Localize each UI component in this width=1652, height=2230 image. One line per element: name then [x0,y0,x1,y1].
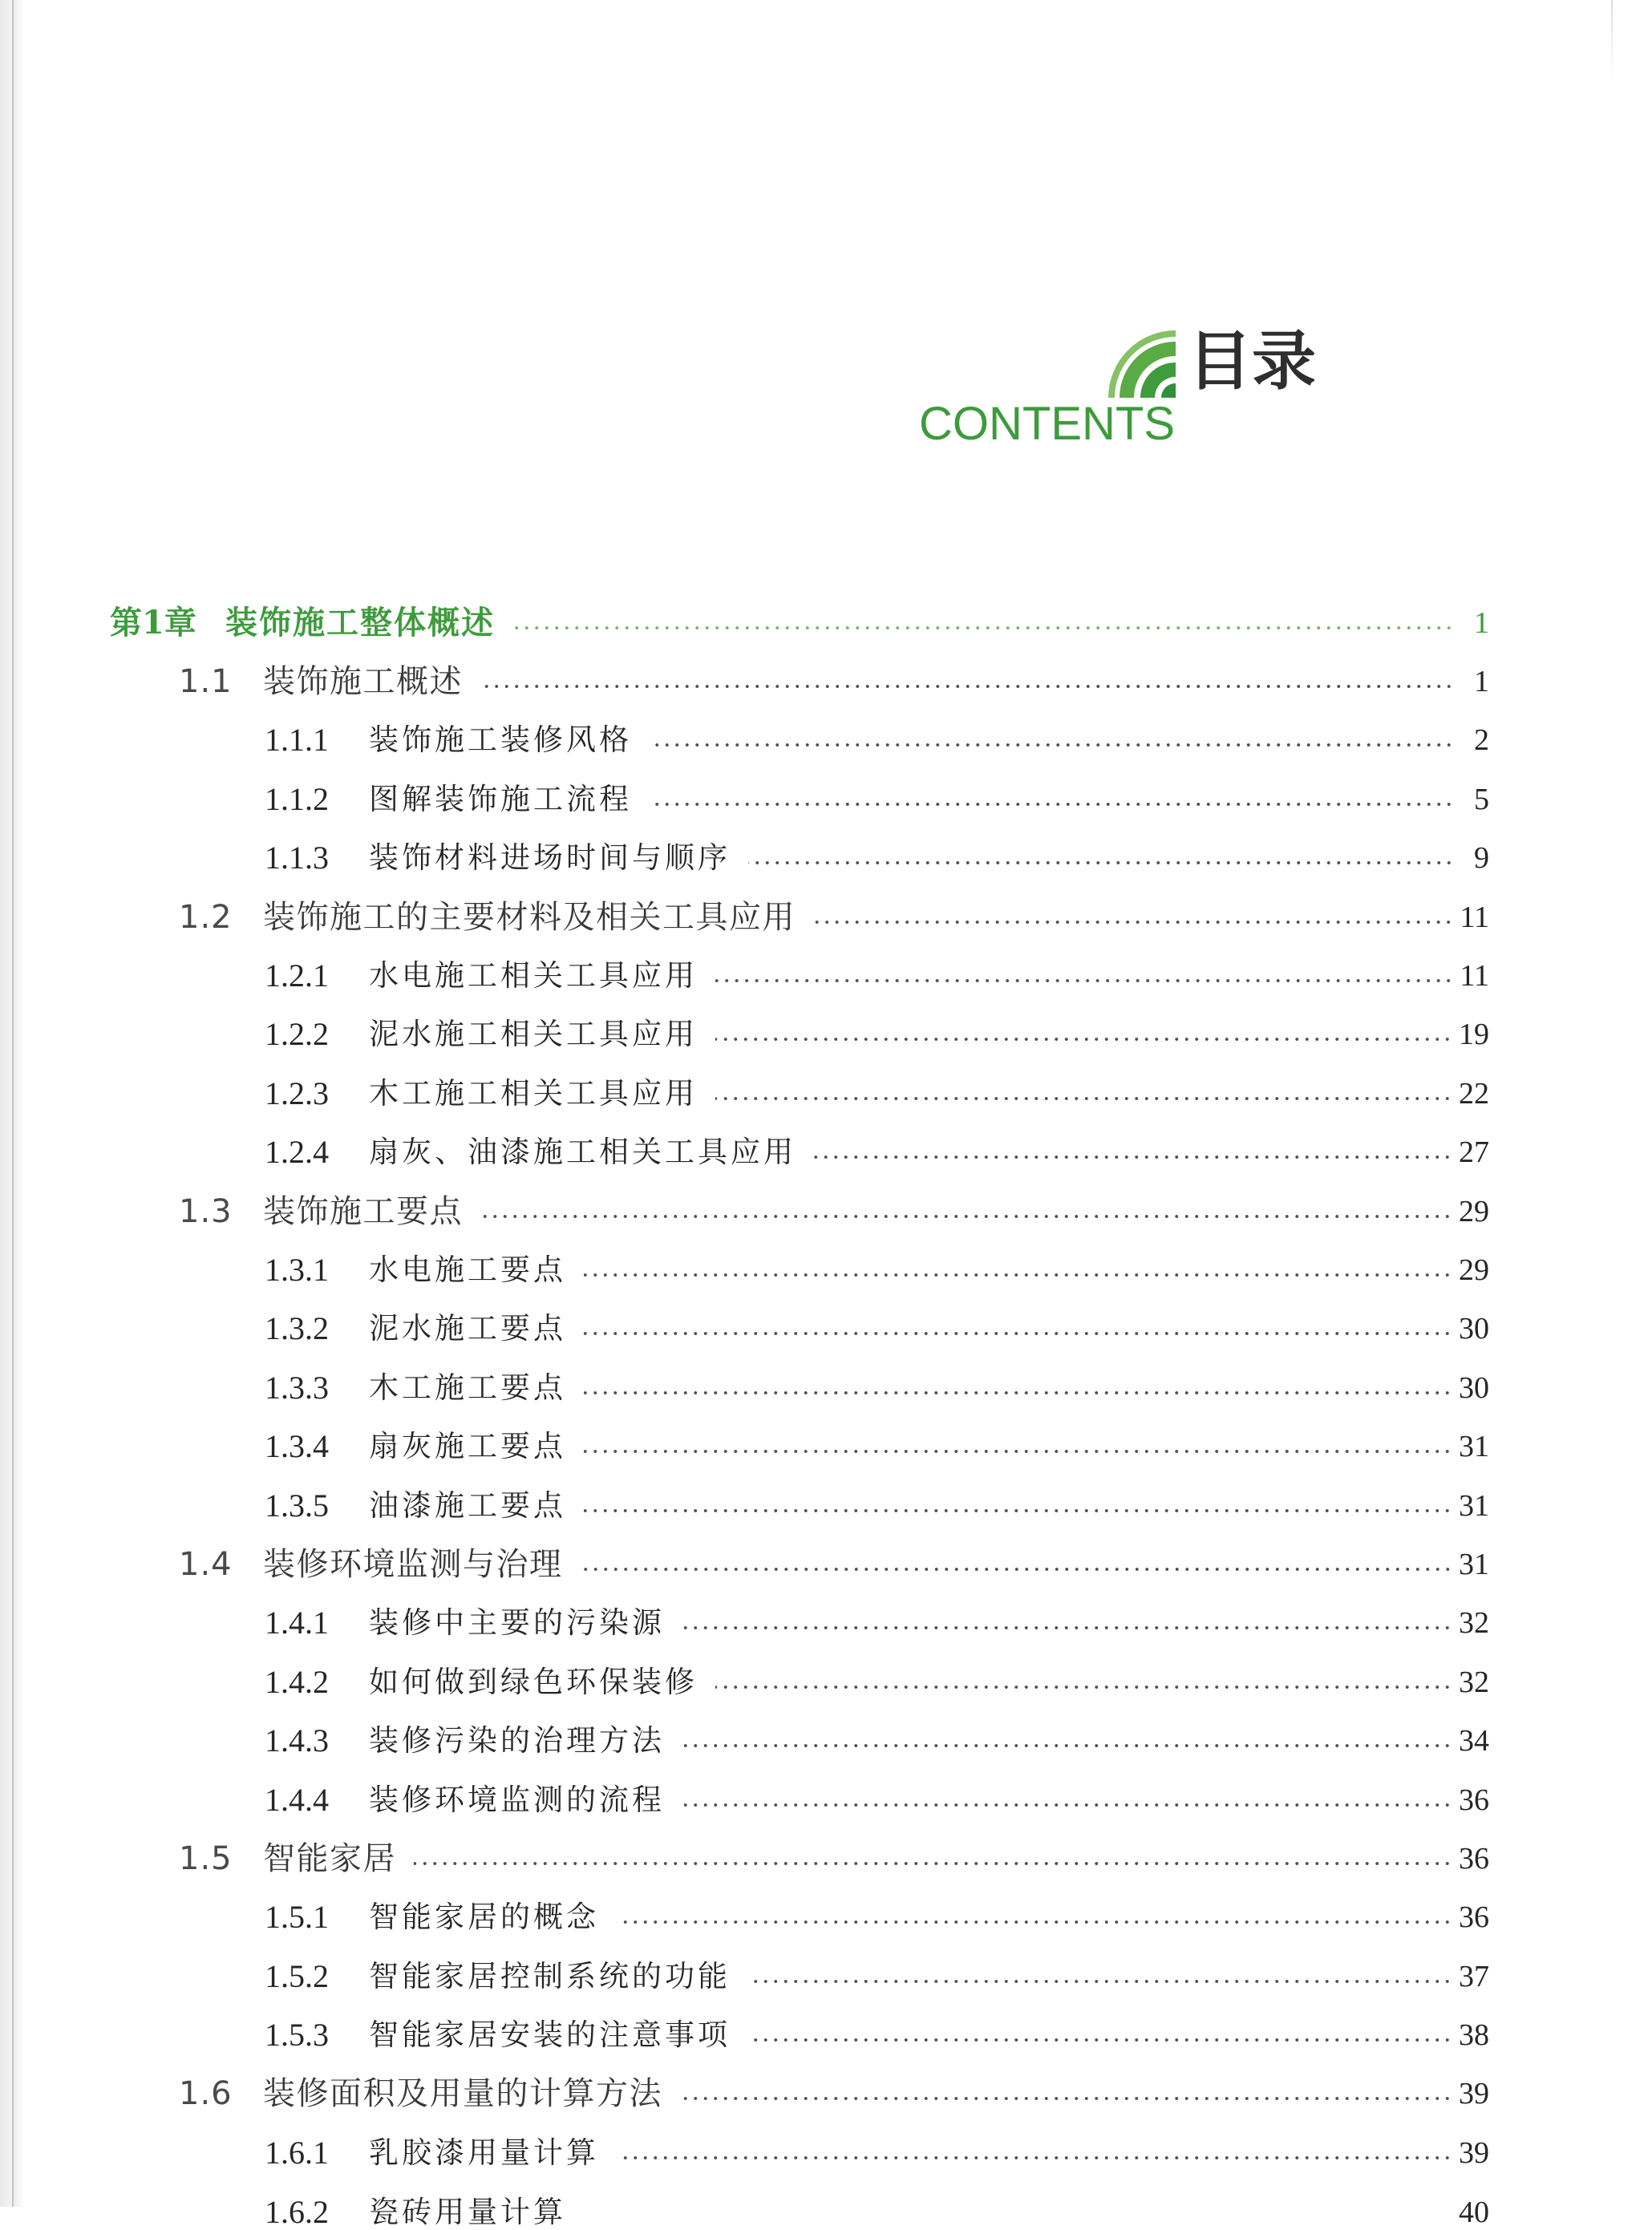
page-number: 36 [1459,1783,1489,1817]
subsection-number: 1.3.2 [265,1310,329,1347]
chapter-title: 装饰施工整体概述 [225,603,495,641]
subsection-title: 油漆施工要点 [369,1487,566,1523]
subsection-title: 扇灰、油漆施工相关工具应用 [369,1135,796,1170]
section-title: 装修面积及用量的计算方法 [263,2075,662,2113]
dot-leader [584,2196,1452,2207]
subsection-number: 1.4.1 [265,1605,329,1641]
dot-leader [748,1977,1452,1985]
page-number: 11 [1460,959,1489,994]
page-number: 30 [1459,1370,1489,1405]
toc-section-row [0,1535,1652,1593]
subsection-number: 1.5.2 [265,1957,329,1994]
page-number: 1 [1474,665,1489,699]
toc-subsection-row [0,1594,1652,1653]
page-number: 5 [1474,782,1489,816]
page-number: 29 [1459,1194,1489,1228]
dot-leader [814,1153,1452,1161]
subsection-number: 1.1.2 [265,780,329,817]
subsection-title: 智能家居控制系统的功能 [369,1958,731,1993]
toc-subsection-row [0,1888,1652,1947]
toc-subsection-row [0,2123,1652,2182]
subsection-number: 1.6.2 [265,2193,329,2230]
dot-leader [715,1683,1452,1691]
toc-section-row [0,2065,1652,2123]
subsection-title: 木工施工要点 [369,1370,566,1405]
dot-leader [480,682,1454,690]
toc-subsection-row [0,1300,1652,1358]
page-number: 34 [1459,1724,1489,1759]
toc-chapter-row [0,593,1652,652]
subsection-title: 装饰材料进场时间与顺序 [369,840,731,876]
dot-leader [682,1801,1452,1809]
toc-subsection-row [0,1476,1652,1535]
dot-leader [748,859,1454,867]
page-number: 31 [1459,1547,1489,1581]
subsection-title: 木工施工相关工具应用 [369,1075,698,1111]
toc-subsection-row [0,1417,1652,1475]
toc-subsection-row [0,829,1652,888]
subsection-title: 扇灰施工要点 [369,1429,566,1464]
page-number: 1 [1474,605,1489,640]
section-number: 1.4 [179,1545,233,1583]
toc-subsection-row [0,1711,1652,1770]
dot-leader [650,800,1454,808]
subsection-title: 瓷砖用量计算 [369,2194,566,2229]
dot-leader [748,2036,1452,2044]
dot-leader [617,2154,1452,2162]
section-title: 智能家居 [263,1839,396,1877]
section-title: 装修环境监测与治理 [263,1545,563,1583]
subsection-title: 水电施工相关工具应用 [369,958,698,994]
subsection-number: 1.2.2 [265,1016,329,1053]
green-arcs-logo-icon [1107,329,1176,398]
dot-leader [414,1860,1452,1868]
toc-subsection-row [0,1240,1652,1299]
page-number: 30 [1459,1312,1489,1346]
chapter-label: 第1章 [110,603,196,641]
subsection-number: 1.5.1 [265,1899,329,1936]
page-number: 22 [1459,1076,1489,1111]
page-number: 31 [1459,1430,1489,1464]
dot-leader [682,1742,1452,1750]
toc-subsection-row [0,711,1652,770]
subsection-title: 智能家居的概念 [369,1900,599,1935]
dot-leader [512,624,1454,632]
section-number: 1.5 [179,1839,233,1877]
toc-subsection-row [0,2005,1652,2064]
toc-subsection-row [0,770,1652,828]
page-number: 38 [1459,2018,1489,2053]
subsection-number: 1.4.2 [265,1663,329,1700]
subsection-number: 1.3.5 [265,1487,329,1524]
dot-leader [813,918,1453,926]
table-of-contents [0,593,1652,2230]
section-title: 装饰施工要点 [263,1192,463,1230]
page-number: 36 [1459,1900,1489,1935]
subsection-number: 1.3.4 [265,1428,329,1465]
subsection-number: 1.2.4 [265,1134,329,1171]
page-number: 31 [1459,1488,1489,1523]
section-number: 1.1 [179,663,233,701]
page-number: 32 [1459,1606,1489,1641]
subsection-number: 1.4.4 [265,1781,329,1818]
dot-leader [480,1212,1452,1220]
toc-section-row [0,1182,1652,1240]
subsection-number: 1.6.1 [265,2134,329,2171]
dot-leader [682,1624,1452,1632]
dot-leader [584,1389,1452,1397]
toc-subsection-row [0,1358,1652,1417]
subsection-title: 水电施工要点 [369,1252,566,1287]
page-number: 29 [1459,1253,1489,1287]
toc-section-row [0,888,1652,946]
page-number: 40 [1459,2195,1489,2229]
dot-leader [715,1035,1452,1043]
section-title: 装饰施工概述 [263,663,463,701]
section-number: 1.2 [179,898,233,936]
toc-subsection-row [0,1123,1652,1182]
subsection-number: 1.3.3 [265,1369,329,1406]
toc-subsection-row [0,1947,1652,2005]
subsection-title: 智能家居安装的注意事项 [369,2018,731,2053]
dot-leader [680,2094,1452,2103]
dot-leader [584,1271,1452,1279]
toc-subsection-row [0,946,1652,1005]
subsection-number: 1.3.1 [265,1251,329,1288]
dot-leader [650,741,1454,749]
page-subtitle: CONTENTS [919,398,1175,450]
toc-subsection-row [0,1064,1652,1123]
subsection-number: 1.1.1 [265,722,329,759]
subsection-title: 乳胶漆用量计算 [369,2135,599,2170]
page-title: 目录 [1188,324,1316,399]
subsection-number: 1.1.3 [265,840,329,876]
dot-leader [581,1565,1453,1573]
toc-section-row [0,652,1652,710]
page-number: 19 [1459,1018,1489,1052]
dot-leader [715,1095,1452,1103]
toc-subsection-row [0,2183,1652,2230]
section-number: 1.3 [179,1192,233,1230]
page-number: 36 [1459,1841,1489,1876]
page-number: 9 [1474,841,1489,876]
page-number: 27 [1459,1135,1489,1170]
page-number: 2 [1474,723,1489,758]
page-number: 39 [1459,2077,1489,2111]
subsection-title: 装修中主要的污染源 [369,1605,665,1641]
dot-leader [584,1447,1452,1455]
subsection-title: 装修污染的治理方法 [369,1723,665,1759]
dot-leader [617,1918,1452,1926]
toc-subsection-row [0,1771,1652,1829]
section-number: 1.6 [179,2075,233,2113]
scan-mark [1611,0,1613,80]
page-number: 32 [1459,1665,1489,1699]
subsection-title: 图解装饰施工流程 [369,781,632,816]
subsection-number: 1.2.3 [265,1075,329,1111]
subsection-number: 1.5.3 [265,2017,329,2054]
subsection-title: 装修环境监测的流程 [369,1782,665,1817]
subsection-title: 泥水施工要点 [369,1311,566,1346]
dot-leader [715,977,1453,985]
page-number: 39 [1459,2135,1489,2170]
subsection-title: 装饰施工装修风格 [369,722,632,758]
page-number: 11 [1460,900,1489,934]
subsection-title: 泥水施工相关工具应用 [369,1017,698,1052]
toc-subsection-row [0,1653,1652,1711]
dot-leader [584,1507,1452,1515]
toc-subsection-row [0,1006,1652,1064]
subsection-title: 如何做到绿色环保装修 [369,1664,698,1699]
subsection-number: 1.2.1 [265,957,329,994]
dot-leader [584,1330,1452,1338]
section-title: 装饰施工的主要材料及相关工具应用 [263,898,796,936]
toc-section-row [0,1829,1652,1888]
page-number: 37 [1459,1959,1489,1993]
subsection-number: 1.4.3 [265,1722,329,1759]
